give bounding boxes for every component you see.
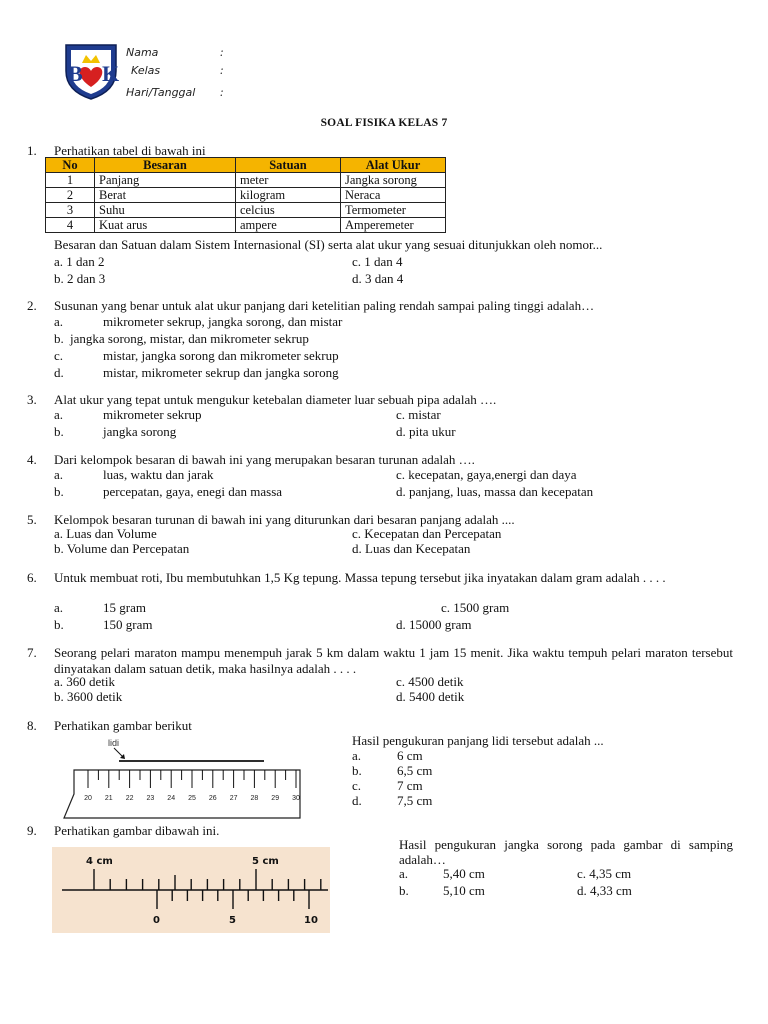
option-b-text: jangka sorong, mistar, dan mikrometer sekrup	[70, 331, 309, 346]
question-text: Kelompok besaran turunan di bawah ini yang diturunkan dari besaran panjang adalah ....	[54, 512, 515, 527]
option-b-letter: b.	[54, 331, 64, 346]
option-c: c. mistar	[396, 407, 441, 422]
question-number: 4.	[27, 452, 37, 467]
vernier-label-5: 5	[229, 915, 236, 926]
vernier-caliper-figure	[52, 847, 330, 933]
option-a-text: mikrometer sekrup, jangka sorong, dan mistar	[103, 314, 343, 329]
option-c: c. Kecepatan dan Percepatan	[352, 526, 502, 541]
option-a-text: 5,40 cm	[443, 866, 485, 881]
field-kelas-label: Kelas	[131, 64, 161, 77]
option-a-letter: a.	[399, 866, 409, 881]
option-c: c. 1500 gram	[441, 600, 510, 615]
ruler-tick-label: 26	[208, 795, 217, 802]
question-number: 8.	[27, 718, 37, 733]
option-a-letter: a.	[54, 314, 64, 329]
option-c: c. 4,35 cm	[577, 866, 632, 881]
option-b-text: 5,10 cm	[443, 883, 485, 898]
main-scale-5cm: 5 cm	[252, 856, 279, 867]
option-b-letter: b.	[54, 424, 64, 439]
option-b: b. Volume dan Percepatan	[54, 541, 190, 556]
option-d: d. 5400 detik	[396, 689, 465, 704]
question-text: Untuk membuat roti, Ibu membutuhkan 1,5 Kg tepung. Massa tepung tersebut jika inyatakan dalam gram adalah . . . .	[54, 570, 666, 585]
option-d-letter: d.	[54, 365, 64, 380]
option-b-letter: b.	[399, 883, 409, 898]
option-b-letter: b.	[54, 617, 64, 632]
option-c-text: 7 cm	[397, 778, 423, 793]
ruler-tick-label: 25	[188, 795, 196, 802]
question-1-prompt: Besaran dan Satuan dalam Sistem Internasional (SI) serta alat ukur yang sesuai ditunjukkan oleh nomor...	[54, 237, 603, 252]
logo-letter-k: K	[102, 61, 120, 86]
option-a-letter: a.	[54, 600, 64, 615]
table-cell: Suhu	[95, 203, 236, 218]
option-d-letter: d.	[352, 793, 362, 808]
question-number: 9.	[27, 823, 37, 838]
option-a-letter: a.	[54, 407, 64, 422]
option-b: b. 3600 detik	[54, 689, 123, 704]
table-cell: Neraca	[341, 188, 446, 203]
question-text: Seorang pelari maraton mampu menempuh jarak 5 km dalam waktu 1 jam 15 menit. Jika waktu tempuh pelari maraton tersebut dinyatakan dalam satuan detik, maka hasilnya adalah . . . .	[54, 645, 733, 676]
ruler-tick-label: 28	[250, 795, 259, 802]
question-8-prompt: Hasil pengukuran panjang lidi tersebut adalah ...	[352, 733, 604, 748]
option-d: d. 4,33 cm	[577, 883, 632, 898]
question-9-prompt: Hasil pengukuran jangka sorong pada gambar di samping adalah…	[399, 837, 733, 867]
option-d: d. pita ukur	[396, 424, 456, 439]
question-number: 2.	[27, 298, 37, 313]
option-c: c. 4500 detik	[396, 674, 464, 689]
option-b-letter: b.	[54, 484, 64, 499]
option-b: b. 2 dan 3	[54, 271, 106, 286]
table-header-satuan: Satuan	[236, 158, 341, 173]
table-cell: 3	[46, 203, 95, 218]
option-d: d. Luas dan Kecepatan	[352, 541, 471, 556]
option-b-text: 150 gram	[103, 617, 153, 632]
question-number: 5.	[27, 512, 37, 527]
option-d: d. panjang, luas, massa dan kecepatan	[396, 484, 594, 499]
question-text: Dari kelompok besaran di bawah ini yang merupakan besaran turunan adalah ….	[54, 452, 475, 467]
table-row	[46, 203, 446, 218]
option-b-letter: b.	[352, 763, 362, 778]
option-a-text: luas, waktu dan jarak	[103, 467, 214, 482]
option-a-letter: a.	[352, 748, 362, 763]
table-cell: Kuat arus	[95, 218, 236, 233]
option-a-letter: a.	[54, 467, 64, 482]
table-row	[46, 188, 446, 203]
question-number: 7.	[27, 645, 37, 660]
option-a-text: 15 gram	[103, 600, 146, 615]
ruler-figure	[58, 734, 310, 820]
table-cell: Termometer	[341, 203, 446, 218]
table-cell: Jangka sorong	[341, 173, 446, 188]
option-c-text: mistar, jangka sorong dan mikrometer sekrup	[103, 348, 339, 363]
question-text: Perhatikan gambar dibawah ini.	[54, 823, 220, 838]
question-number: 3.	[27, 392, 37, 407]
table-cell: 4	[46, 218, 95, 233]
option-a-text: 6 cm	[397, 748, 423, 763]
option-c-letter: c.	[54, 348, 64, 363]
ruler-tick-label: 23	[146, 795, 155, 802]
question-text: Perhatikan gambar berikut	[54, 718, 192, 733]
school-logo	[62, 41, 120, 101]
table-cell: ampere	[236, 218, 341, 233]
data-table	[45, 157, 446, 233]
question-number: 6.	[27, 570, 37, 585]
option-b-text: percepatan, gaya, enegi dan massa	[103, 484, 283, 499]
option-c: c. kecepatan, gaya,energi dan daya	[396, 467, 577, 482]
ruler-tick-label: 30	[292, 795, 300, 802]
table-cell: meter	[236, 173, 341, 188]
option-b-text: jangka sorong	[103, 424, 177, 439]
question-text: Alat ukur yang tepat untuk mengukur ketebalan diameter luar sebuah pipa adalah ….	[54, 392, 497, 407]
table-cell: Berat	[95, 188, 236, 203]
ruler-tick-label: 22	[125, 795, 134, 802]
table-cell: kilogram	[236, 188, 341, 203]
logo-letter-b: B	[68, 61, 83, 86]
question-text: Perhatikan tabel di bawah ini	[54, 143, 206, 158]
option-c-letter: c.	[352, 778, 362, 793]
table-cell: celcius	[236, 203, 341, 218]
vernier-label-10: 10	[304, 915, 318, 926]
table-header-alat: Alat Ukur	[341, 158, 446, 173]
table-cell: Panjang	[95, 173, 236, 188]
main-scale-4cm: 4 cm	[86, 856, 113, 867]
option-d-text: 7,5 cm	[397, 793, 433, 808]
question-number: 1.	[27, 143, 37, 158]
option-b-text: 6,5 cm	[397, 763, 433, 778]
table-cell: 1	[46, 173, 95, 188]
option-a: a. Luas dan Volume	[54, 526, 157, 541]
field-nama-colon: :	[220, 46, 224, 59]
table-row	[46, 218, 446, 233]
ruler-tick-label: 21	[104, 795, 113, 802]
option-a-text: mikrometer sekrup	[103, 407, 202, 422]
lidi-label: lidi	[108, 738, 120, 748]
table-row	[46, 173, 446, 188]
option-d-text: mistar, mikrometer sekrup dan jangka sorong	[103, 365, 339, 380]
field-kelas-colon: :	[220, 64, 224, 77]
option-a: a. 1 dan 2	[54, 254, 105, 269]
option-d: d. 3 dan 4	[352, 271, 404, 286]
table-header-besaran: Besaran	[95, 158, 236, 173]
page-title: SOAL FISIKA KELAS 7	[320, 117, 448, 129]
field-nama-label: Nama	[126, 46, 159, 59]
question-text: Susunan yang benar untuk alat ukur panjang dari ketelitian paling rendah sampai paling tinggi adalah…	[54, 298, 595, 313]
ruler-tick-label: 24	[167, 795, 176, 802]
option-c: c. 1 dan 4	[352, 254, 403, 269]
ruler-tick-label: 29	[271, 795, 280, 802]
vernier-label-0: 0	[153, 915, 160, 926]
table-cell: 2	[46, 188, 95, 203]
field-tanggal-label: Hari/Tanggal	[126, 86, 196, 99]
table-header-no: No	[46, 158, 95, 173]
ruler-tick-label: 27	[229, 795, 238, 802]
table-cell: Amperemeter	[341, 218, 446, 233]
option-a: a. 360 detik	[54, 674, 116, 689]
field-tanggal-colon: :	[220, 86, 224, 99]
ruler-tick-label: 20	[84, 795, 92, 802]
option-d: d. 15000 gram	[396, 617, 472, 632]
